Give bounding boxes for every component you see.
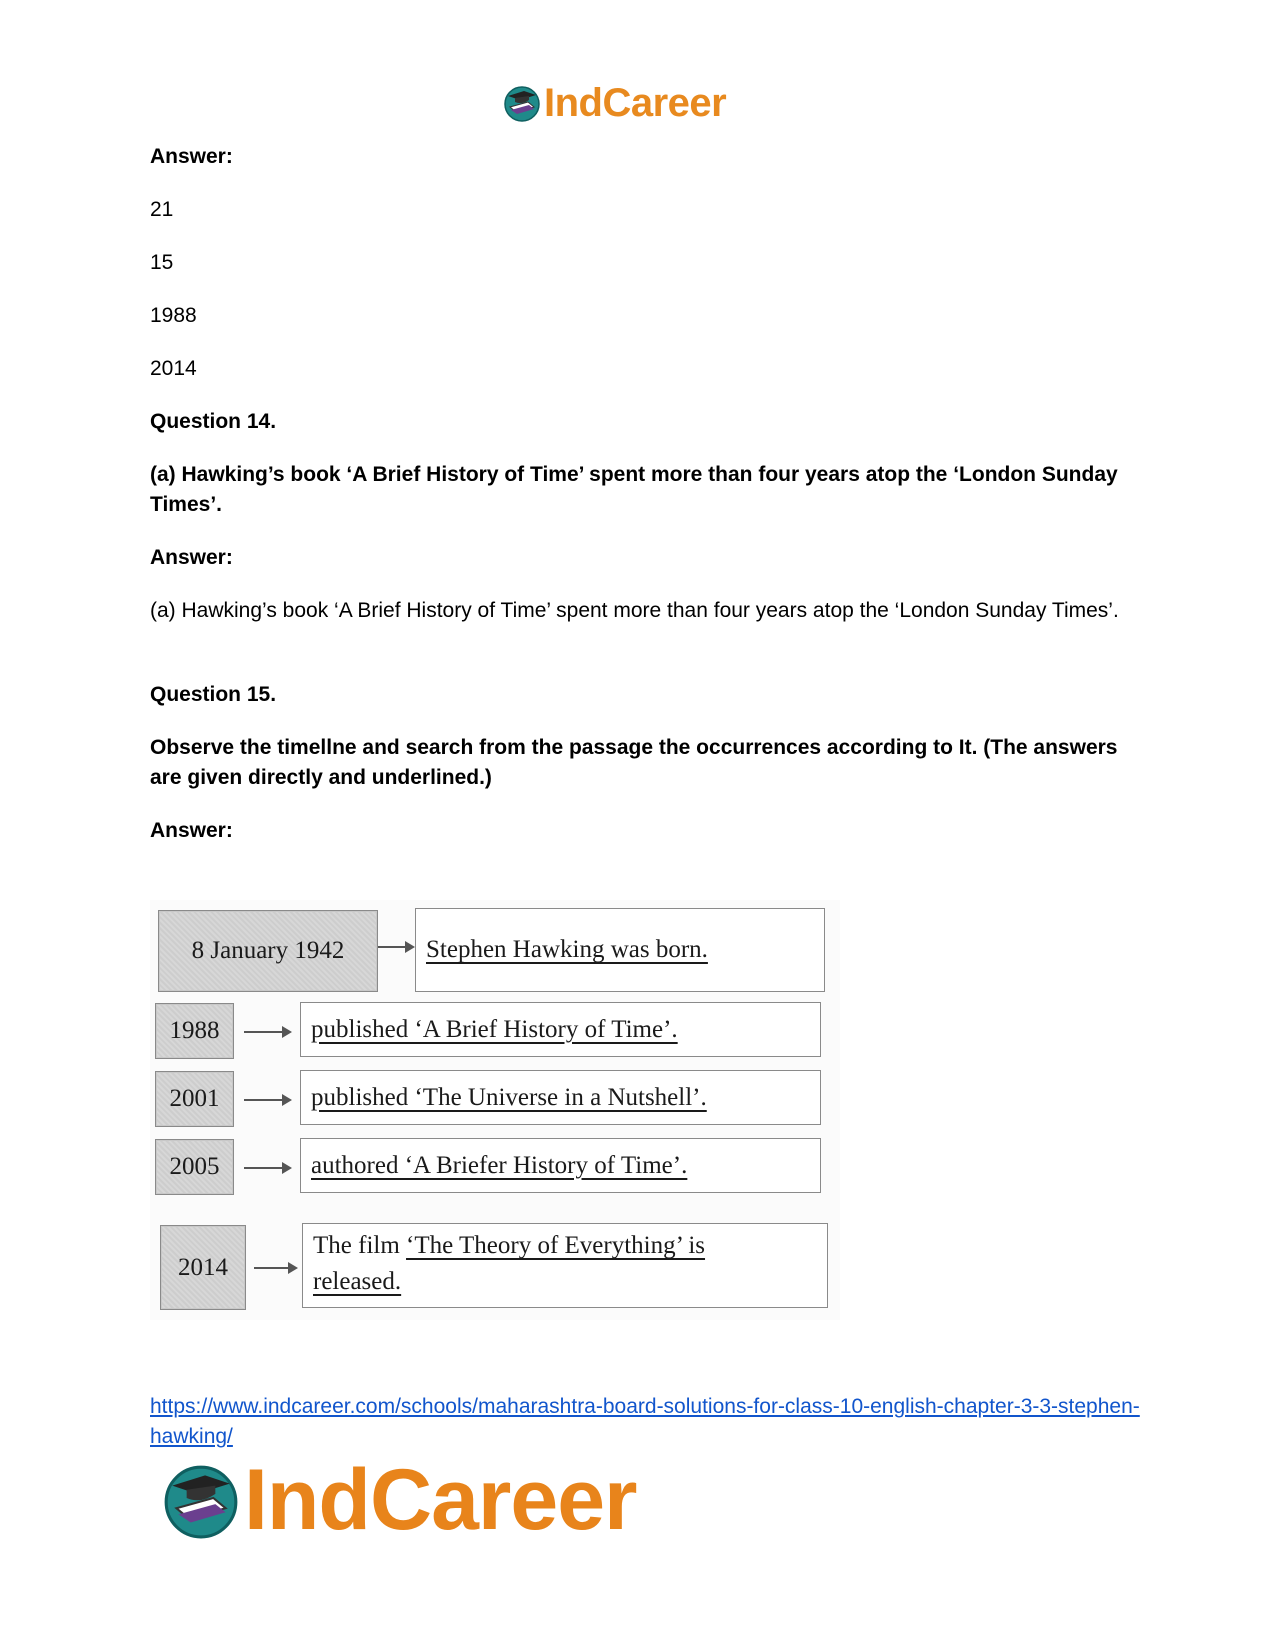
timeline-event-box — [300, 1070, 821, 1125]
timeline-year: 2005 — [169, 1153, 220, 1180]
source-link[interactable]: https://www.indcareer.com/schools/maharashtra-board-solutions-for-class-10-english-chapter-3-3-stephen-hawking/ — [150, 1395, 1140, 1448]
question-15-label: Question 15. — [150, 683, 277, 706]
timeline-event-line2: released. — [313, 1268, 402, 1295]
timeline-event-box — [300, 1138, 821, 1193]
indcareer-logo-header — [502, 80, 726, 126]
indcareer-logo-footer — [160, 1452, 637, 1548]
arrow-icon — [244, 1099, 290, 1101]
timeline-event: authored ‘A Briefer History of Time’. — [311, 1151, 688, 1179]
logo-wordmark: IndCareer — [244, 1452, 637, 1548]
arrow-icon — [244, 1167, 290, 1169]
answer-label: Answer: — [150, 546, 233, 569]
arrow-icon — [244, 1031, 290, 1033]
timeline-event: Stephen Hawking was born. — [426, 936, 708, 963]
timeline-event-prefix: The film — [313, 1232, 407, 1259]
timeline-event-box — [302, 1223, 828, 1308]
answer-value: 21 — [150, 198, 174, 221]
timeline-event-line — [313, 1264, 827, 1300]
timeline-year-box — [155, 1139, 234, 1195]
timeline-year-box — [155, 1071, 234, 1127]
answer-label: Answer: — [150, 145, 233, 168]
graduation-globe-icon — [160, 1459, 242, 1541]
answer-value: 2014 — [150, 357, 197, 380]
timeline-year: 1988 — [169, 1017, 220, 1044]
timeline-figure — [150, 900, 840, 1320]
timeline-event-line — [313, 1228, 827, 1264]
timeline-event-box — [300, 1002, 821, 1057]
timeline-event-box — [415, 908, 825, 992]
timeline-event: published ‘The Universe in a Nutshell’. — [311, 1083, 707, 1111]
timeline-year: 8 January 1942 — [191, 937, 345, 964]
question-14-text: (a) Hawking’s book ‘A Brief History of Time’ spent more than four years atop the ‘London Sunday Times’. — [150, 463, 1118, 516]
timeline-event-underlined: ‘The Theory of Everything’ is — [406, 1232, 706, 1259]
logo-wordmark: IndCareer — [544, 81, 727, 125]
timeline-event: published ‘A Brief History of Time’. — [311, 1015, 678, 1043]
question-14-label: Question 14. — [150, 410, 277, 433]
answer-14-text: (a) Hawking’s book ‘A Brief History of Time’ spent more than four years atop the ‘London Sunday Times’. — [150, 599, 1119, 622]
question-15-text: Observe the timellne and search from the passage the occurrences according to It. (The answers are given directly and underlined.) — [150, 736, 1118, 789]
answer-label: Answer: — [150, 819, 233, 842]
timeline-year-box — [155, 1003, 234, 1059]
answer-value: 15 — [150, 251, 174, 274]
arrow-icon — [254, 1267, 296, 1269]
arrow-icon — [378, 946, 413, 948]
answer-value: 1988 — [150, 304, 197, 327]
graduation-globe-icon — [502, 83, 542, 123]
timeline-year-box — [158, 910, 378, 992]
timeline-year: 2014 — [178, 1253, 228, 1281]
timeline-year: 2001 — [169, 1085, 220, 1112]
timeline-year-box — [160, 1225, 246, 1310]
